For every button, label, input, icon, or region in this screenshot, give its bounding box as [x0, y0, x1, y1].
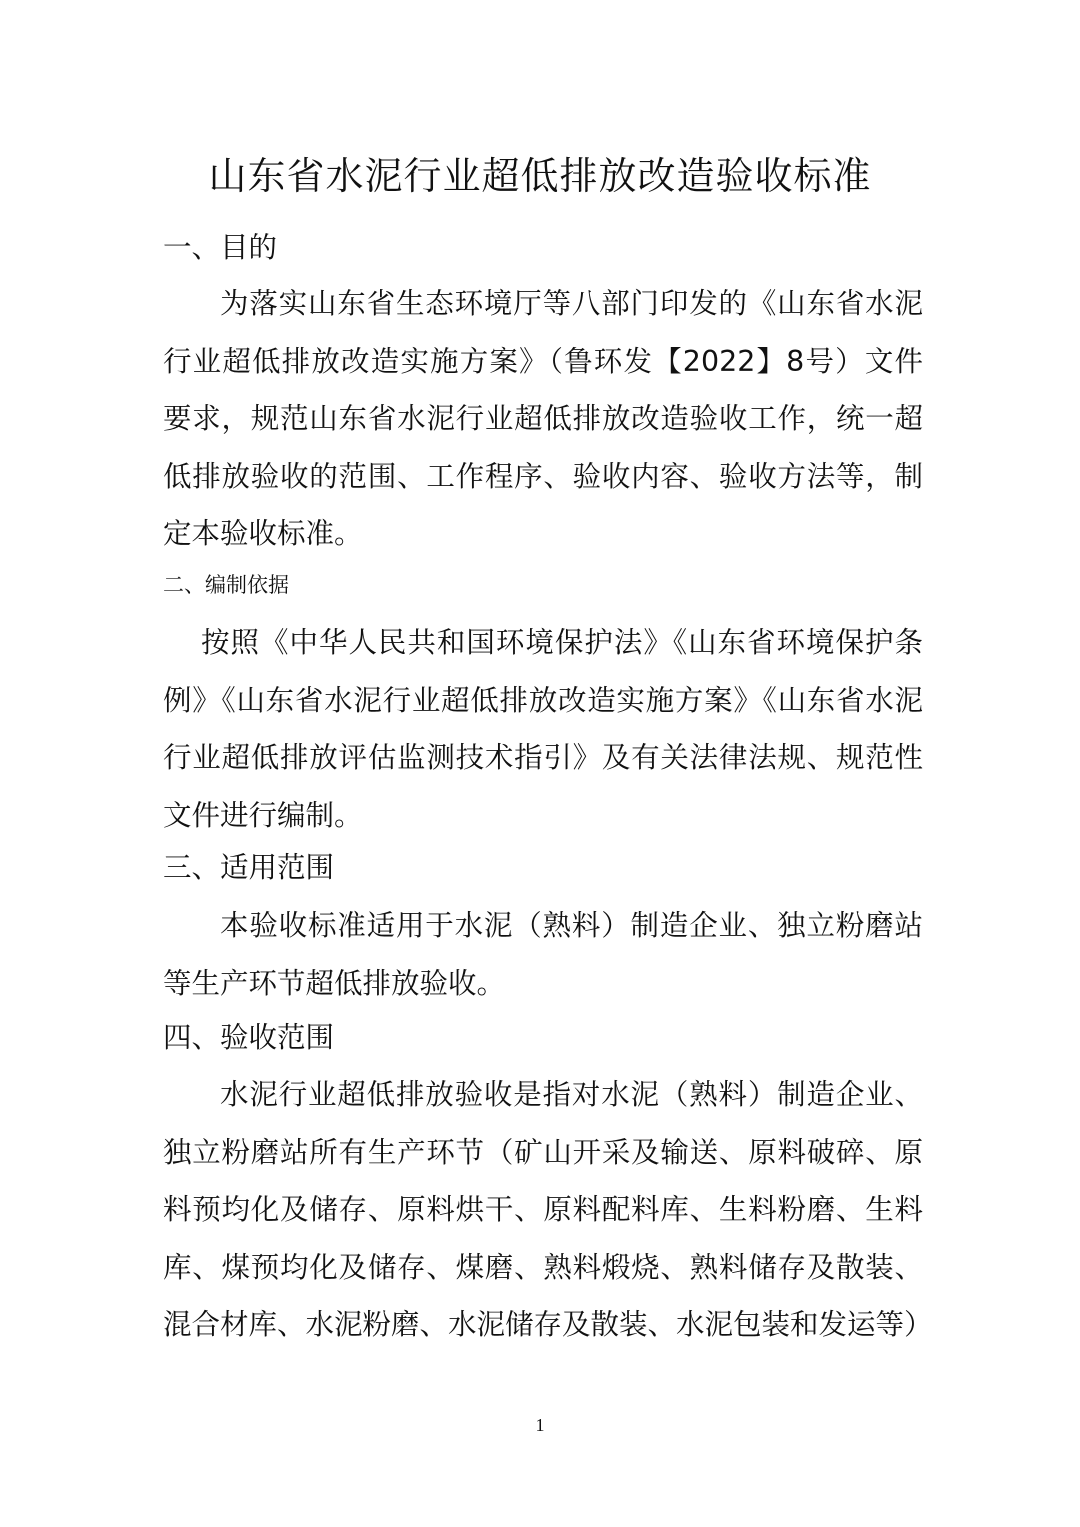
section-body-purpose: 为落实山东省生态环境厅等八部门印发的《山东省水泥行业超低排放改造实施方案》（鲁环发【2022】8号）文件要求，规范山东省水泥行业超低排放改造验收工作，统一超低排放验收的范围、工作程序、验收内容、验收方法等，制定本验收标准。 [163, 287, 923, 550]
section-body-scope-of-application: 本验收标准适用于水泥（熟料）制造企业、独立粉磨站等生产环节超低排放验收。 [163, 909, 923, 1000]
document-title: 山东省水泥行业超低排放改造验收标准 [208, 154, 872, 198]
section-heading-scope-of-application: 三、适用范围 [163, 851, 335, 884]
page-number: 1 [535, 1415, 545, 1435]
section-body-basis: 按照《中华人民共和国环境保护法》《山东省环境保护条例》《山东省水泥行业超低排放改造实施方案》《山东省水泥行业超低排放评估监测技术指引》及有关法律法规、规范性文件进行编制。 [163, 626, 923, 832]
section-heading-basis: 二、编制依据 [163, 573, 289, 597]
section-heading-acceptance-scope: 四、验收范围 [163, 1021, 335, 1054]
section-heading-purpose: 一、目的 [163, 231, 278, 264]
section-body-acceptance-scope: 水泥行业超低排放验收是指对水泥（熟料）制造企业、独立粉磨站所有生产环节（矿山开采及输送、原料破碎、原料预均化及储存、原料烘干、原料配料库、生料粉磨、生料库、煤预均化及储存、煤磨、熟料煅烧、熟料储存及散装、混合材库、水泥粉磨、水泥储存及散装、水泥包装和发运等） [163, 1078, 933, 1341]
